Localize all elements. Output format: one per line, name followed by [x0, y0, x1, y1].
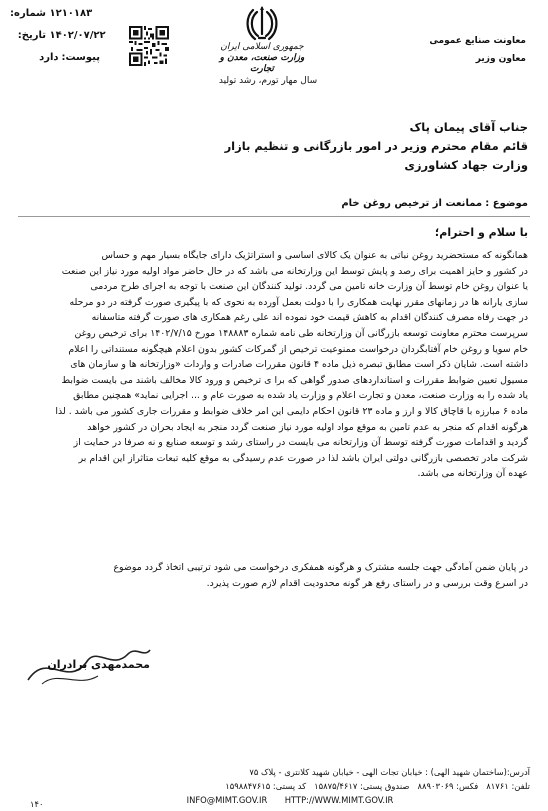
subject-line	[128, 198, 528, 209]
letter-date-value: ۱۴۰۲/۰۷/۲۲	[49, 30, 106, 41]
subject-label: موضوع :	[485, 198, 528, 209]
closing-line: در پایان ضمن آمادگی جهت جلسه مشترک و هرگونه همفکری درخواست می شود ترتیبی اتخاذ گردد موضوع	[113, 562, 528, 573]
body-line: هرگونه اقدام که منجر به عدم تامین به موقع مواد اولیه مورد نیاز صنعت گردد منجر به ایجاد بحران در کشور خواهد	[87, 421, 528, 433]
letter-date-label: تاریخ:	[17, 30, 46, 41]
addressee-title: قائم مقام محترم وزیر در امور بازرگانی و تنظیم بازار	[224, 139, 528, 153]
body-line: یا عنوان روغن خام توسط آن وزارت خانه تامین می گردد. تولید کنندگان این صنعت با توجه به اجرای طرح مردمی	[90, 281, 528, 293]
body-line: سازی یارانه ها در زمانهای مقرر نهایت همکاری را با دولت بعمل آورده به نحوی که با پیگیری صورت گرفته در دو مرحله	[69, 296, 528, 308]
signatory-name: محمدمهدی برادران	[47, 658, 150, 671]
addressee-block	[128, 118, 528, 175]
body-line: ماده ۶ مبارزه با قاچاق کالا و ارز و ماده ۲۳ قانون احکام دایمی این امر خلاف ضوابط و مقررات جاری کشور می باشد . لذا	[55, 405, 528, 417]
subject-divider	[18, 216, 530, 217]
body-line: در جهت رفاه مصرف کنندگان اقدام به کاهش قیمت خود نموده اند علی رغم همکاری های صورت گرفته متاسفانه	[91, 312, 528, 324]
year-motto: سال مهار تورم، رشد تولید	[218, 76, 318, 86]
footer-phone: تلفن: ۸۱۷۶۱	[486, 781, 530, 791]
body-line: خام سویا و روغن خام آفتابگردان درخواست ممنوعیت ترخیص از گمرکات کشور بدون اعلام هیچگونه مستنداتی را اعلام	[68, 343, 528, 355]
signature-scribble	[18, 640, 158, 704]
letter-attachment-row	[8, 52, 100, 63]
body-line: داشته است. شایان ذکر است مطابق تبصره ذیل ماده ۴ قانون مقررات صادرات و واردات «وزارتخانه ها و سازمان های	[70, 359, 528, 371]
addressee-organization: وزارت جهاد کشاورزی	[404, 158, 528, 172]
footer-website[interactable]: HTTP://WWW.MIMT.GOV.IR	[284, 795, 394, 805]
iran-emblem-icon	[245, 4, 279, 46]
footer-email[interactable]: INFO@MIMT.GOV.IR	[186, 795, 268, 805]
letter-attachment-label: پیوست:	[61, 52, 100, 63]
body-line: یاد شده را به وزارت صنعت، معدن و تجارت اعلام و وزارت یاد شده به صورت عام و ... اجرایی نماید» همچنین مطابق	[73, 390, 528, 402]
letter-number-value: ۱۲۱۰۱۸۳	[49, 8, 93, 19]
body-line: شرکت مادر تخصصی بازرگانی دولتی ایران باشد لذا در صورت عدم رسیدگی به موقع کلیه تبعات متاثراز این اقدام بر	[78, 452, 528, 464]
ministry-name	[208, 42, 316, 75]
letter-body	[12, 248, 528, 482]
letter-attachment-value: دارد	[39, 52, 59, 63]
letter-number-label: شماره:	[10, 8, 46, 19]
qr-code-icon	[129, 26, 169, 70]
letter-date-row	[8, 30, 106, 41]
footer-fax: فکس: ۸۸۹۰۳۰۶۹	[417, 781, 479, 791]
letter-number-row	[8, 8, 100, 19]
body-line: همانگونه که مستحضرید روغن نباتی به عنوان یک کالای اساسی و استراتژیک دارای جایگاه بسیار مهم و حساس	[101, 250, 528, 261]
footer-partial-number: ۱۴۰	[30, 799, 44, 809]
body-line: عهده آن وزارتخانه می باشد.	[417, 468, 528, 480]
body-line: گردید و اقدامات صورت گرفته توسط آن وزارتخانه می بایست در راستای رشد و توسعه صنایع و نه صرفا در حمایت از	[73, 437, 528, 449]
footer-contacts	[10, 780, 530, 793]
footer-po-box: صندوق پستی: ۱۵۸۷۵/۴۶۱۷	[314, 781, 410, 791]
closing-paragraph	[12, 560, 528, 591]
greeting: با سلام و احترام؛	[434, 226, 528, 239]
body-line: سرپرست محترم معاونت توسعه بازرگانی آن وزارتخانه طی نامه شماره ۱۴۸۸۸۳ مورخ ۱۴۰۲/۷/۱۵ برای ترخیص روغن	[74, 327, 528, 339]
deputy-minister-title: معاون وزیر	[475, 54, 526, 64]
footer-address: آدرس:(ساختمان شهید الهی) : خیابان تجات الهی - خیابان شهید کلانتری - پلاک ۷۵	[249, 767, 530, 777]
deputy-office-title: معاونت صنایع عمومی	[429, 36, 526, 46]
ministry-name-line2: وزارت صنعت، معدن و تجارت	[219, 53, 305, 74]
addressee-name: جناب آقای پیمان پاک	[409, 120, 528, 134]
footer-web	[140, 794, 440, 807]
body-line: در کشور و حایز اهمیت برای رصد و پایش توسط این وزارتخانه می باشد که در حال حاضر مواد اولیه مورد نیاز این صنعت	[61, 265, 528, 277]
ministry-name-line1: جمهوری اسلامی ایران	[220, 42, 304, 52]
body-line: مسیول تعیین ضوابط مقررات و استانداردهای صدور گواهی که برا ی ترخیص و ورود کالا مخالف باشند می بایست ضوابط	[61, 374, 528, 386]
subject-text: ممانعت از ترخیص روغن خام	[341, 198, 483, 209]
footer-postal-code: کد پستی: ۱۵۹۸۸۴۷۶۱۵	[225, 781, 307, 791]
closing-line: در اسرع وقت بررسی و در راستای رفع هر گونه محدودیت اقدام لازم صورت پذیرد.	[206, 577, 528, 589]
deputy-office	[416, 32, 526, 68]
